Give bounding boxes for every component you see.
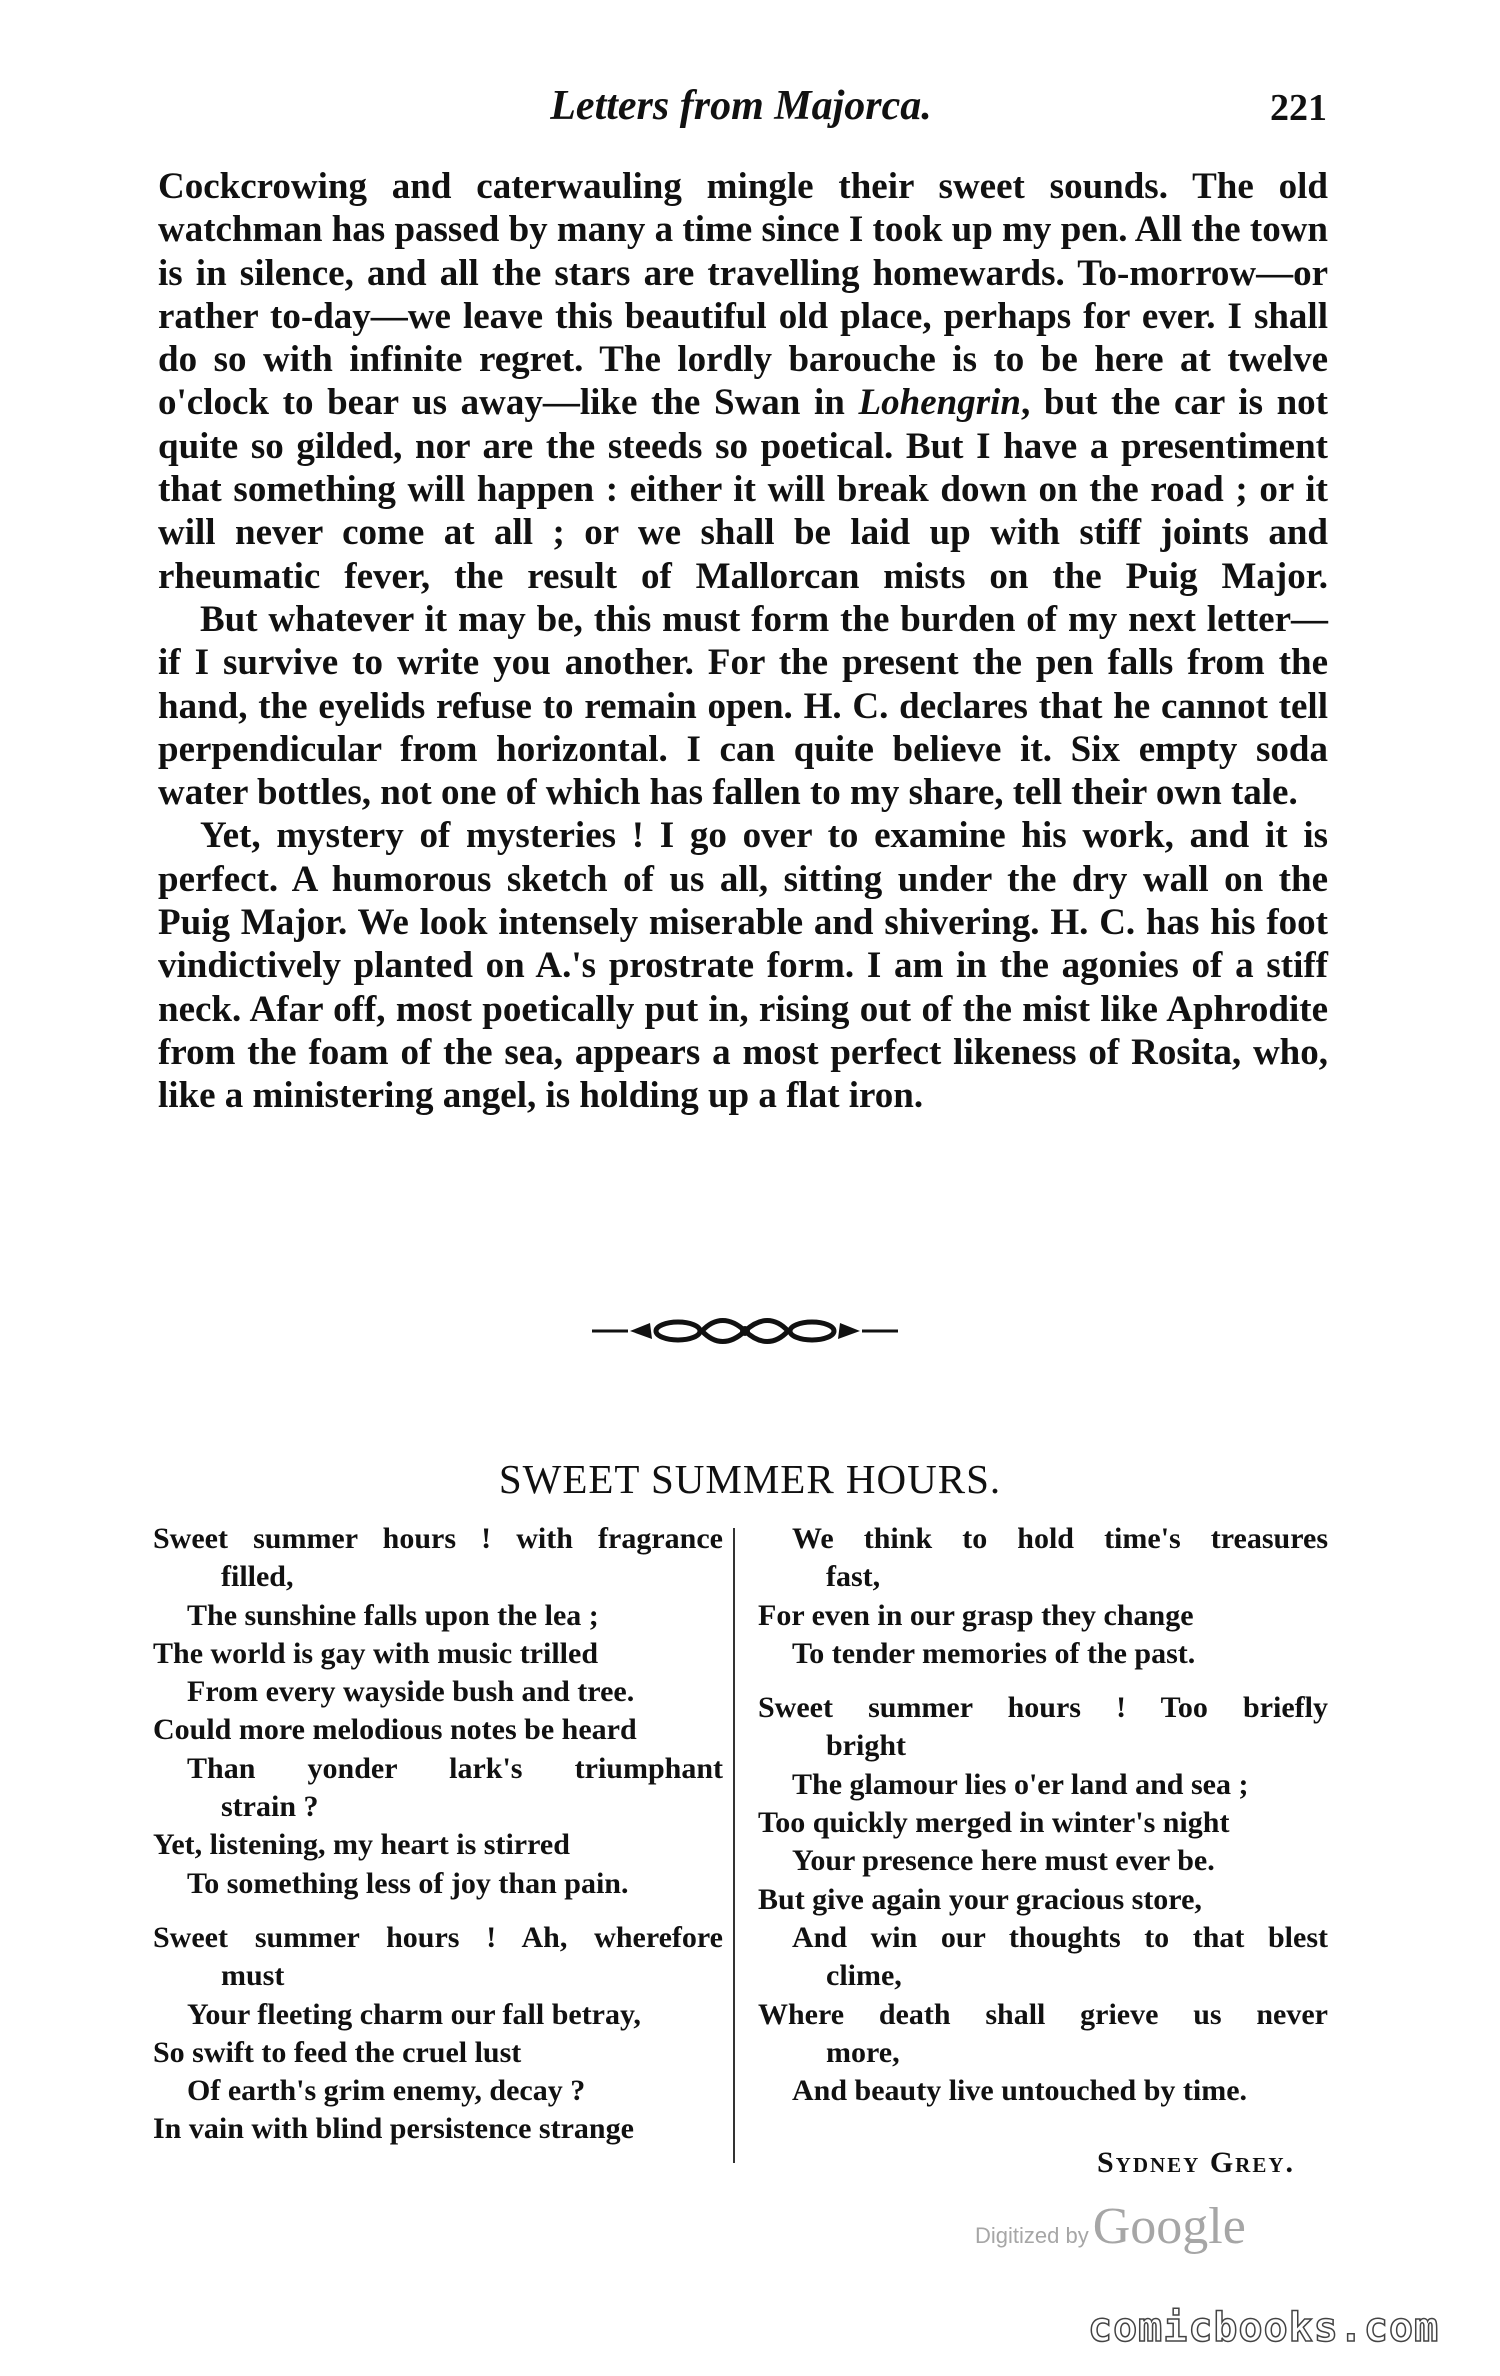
poem-line: Of earth's grim enemy, decay ? <box>187 2074 586 2108</box>
poem-title: SWEET SUMMER HOURS. <box>498 1456 1002 1502</box>
poem-line: Where death shall grieve us never <box>758 1997 1328 2031</box>
poem-line: We think to hold time's treasures <box>792 1522 1328 1555</box>
poem-line: more, <box>826 2035 900 2069</box>
poem-left-column <box>153 1520 723 2165</box>
paragraph: Yet, mystery of mysteries ! I go over to examine his work, and it is perfect. A humorous sketch of us all, sitting under the dry wall on the Puig Major. We look intensely miserable and shivering. H. C. has his foot vindictively planted on A.'s prostrate form. I am in the agonies of a stiff neck. Afar off, most poetically put in, rising out of the mist like Aphrodite from the foam of the sea, appears a most perfect likeness of Rosita, who, like a ministering angel, is holding up a flat iron. <box>158 815 1328 1117</box>
poem-line: Your fleeting charm our fall betray, <box>187 1997 641 2031</box>
stanza <box>153 1919 723 2149</box>
poem-line: The sunshine falls upon the lea ; <box>187 1598 599 1632</box>
poem-line: Sweet summer hours ! Too briefly <box>758 1691 1328 1725</box>
poem-line: must <box>221 1959 285 1993</box>
paragraph-text: , but the car is not quite so gilded, nor are the steeds so poetical. But I have a presentiment that something will happen : either it will break down on the road ; or it will never come at all ; or we shall be laid up with stiff joints and rheumatic fever, the result of Mallorcan mists on the Puig Major. <box>158 382 1329 597</box>
poem-line: Sweet summer hours ! Ah, wherefore <box>153 1920 723 1954</box>
poem-line: bright <box>826 1729 907 1763</box>
credit-watermark: comicbooks.com <box>1088 2305 1440 2351</box>
poem-line: Than yonder lark's triumphant <box>187 1751 723 1785</box>
poem-line: And win our thoughts to that blest <box>792 1920 1328 1954</box>
poem-line: So swift to feed the cruel lust <box>153 2035 522 2069</box>
letter-text <box>158 165 1328 1118</box>
poem-right-column <box>758 1520 1328 2126</box>
poem-line: To tender memories of the past. <box>792 1636 1196 1670</box>
poem-author: Sydney Grey. <box>1096 2146 1295 2179</box>
page-number: 221 <box>1270 87 1327 129</box>
poem-line: The world is gay with music trilled <box>153 1636 599 1670</box>
stanza <box>758 1520 1328 1673</box>
poem-line: But give again your gracious store, <box>758 1882 1202 1916</box>
digitized-label: Digitized by <box>975 2223 1089 2248</box>
poem-line: For even in our grasp they change <box>758 1598 1194 1632</box>
paragraph <box>158 165 1328 598</box>
poem-line: Too quickly merged in winter's night <box>758 1806 1230 1840</box>
poem-line: To something less of joy than pain. <box>187 1866 629 1900</box>
paragraph: But whatever it may be, this must form the burden of my next letter—if I survive to write you another. For the present the pen falls from the hand, the eyelids refuse to remain open. H. C. declares that he cannot tell perpendicular from horizontal. I can quite believe it. Six empty soda water bottles, not one of which has fallen to my share, tell their own tale. <box>158 598 1328 814</box>
digitized-watermark <box>975 2197 1246 2256</box>
poem-line: Sweet summer hours ! with fragrance <box>153 1522 723 1555</box>
poem-line: strain ? <box>221 1790 319 1824</box>
stanza <box>758 1689 1328 2110</box>
italic-title: Lohengrin <box>858 382 1021 424</box>
poem-line: From every wayside bush and tree. <box>187 1675 635 1709</box>
poem-line: Your presence here must ever be. <box>792 1844 1215 1878</box>
google-logo: Google <box>1092 2198 1246 2255</box>
paragraph-text: Cockcrowing and caterwauling mingle their sweet sounds. The old watchman has passed by many a time since I took up my pen. All the town is in silence, and all the stars are travelling homewards. To-morrow—or rather to-day—we leave this beautiful old place, perhaps for ever. I shall do so with infinite regret. The lordly barouche is to be here at twelve o'clock to bear us away—like the Swan in <box>158 166 1328 424</box>
ornament-divider <box>590 1313 900 1349</box>
poem-line: clime, <box>826 1959 902 1993</box>
poem-line: filled, <box>221 1560 294 1594</box>
running-title: Letters from Majorca. <box>550 83 932 129</box>
poem-line: Yet, listening, my heart is stirred <box>153 1828 570 1862</box>
poem-line: The glamour lies o'er land and sea ; <box>792 1767 1249 1801</box>
poem-line: In vain with blind persistence strange <box>153 2112 634 2146</box>
stanza <box>153 1520 723 1903</box>
poem-line: Could more melodious notes be heard <box>153 1713 637 1747</box>
poem-line: fast, <box>826 1560 881 1594</box>
poem-line: And beauty live untouched by time. <box>792 2074 1248 2108</box>
running-head <box>155 82 1327 142</box>
column-rule <box>733 1528 735 2163</box>
